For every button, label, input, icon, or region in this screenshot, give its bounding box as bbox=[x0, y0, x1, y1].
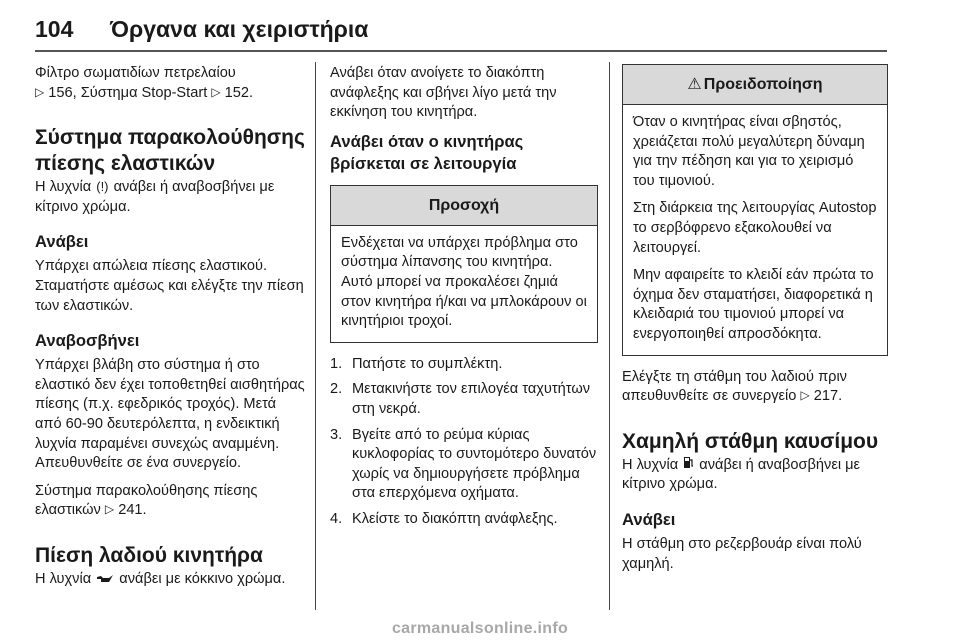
list-item: 3. Βγείτε από το ρεύμα κύριας κυκλοφορίας το συντομότερο δυνατόν χωρίς να δημιουργήσετε πρόβλημα στα επερχόμενα οχήματα. bbox=[330, 426, 597, 502]
ref-arrow-icon: ▷ bbox=[35, 84, 45, 99]
chapter-title: Όργανα και χειριστήρια bbox=[110, 15, 369, 42]
fuel-on-text: Η στάθμη στο ρεζερβουάρ είναι πολύ χαμηλή. bbox=[622, 535, 862, 572]
list-item: 4. Κλείστε το διακόπτη ανάφλεξης. bbox=[330, 510, 558, 527]
warning-triangle-icon: ⚠ bbox=[687, 76, 702, 93]
ref-link-152[interactable]: 152. bbox=[224, 84, 254, 101]
column-divider-1 bbox=[315, 62, 316, 610]
caution-text: Ενδέχεται να υπάρχει πρόβλημα στο σύστημα λίπανσης του κινητήρα. Αυτό μπορεί να προκαλέσει ζημιά στον κινητήρα ή/και να μπλοκάρουν οι κινητήριοι τροχοί. bbox=[341, 234, 587, 330]
column-divider-2 bbox=[609, 62, 610, 610]
tpms-on-text: Υπάρχει απώλεια πίεσης ελαστικού. Σταματήστε αμέσως και ελέγξτε την πίεση των ελαστικών. bbox=[35, 258, 304, 314]
tpms-description: Η λυχνία (!) ανάβει ή αναβοσβήνει με κίτρινο χρώμα. bbox=[35, 179, 275, 215]
warning-text-1: Όταν ο κινητήρας είναι σβηστός, χρειάζεται πολύ μεγαλύτερη δύναμη για την πέδηση και για το χειρισμό του τιμονιού. bbox=[633, 114, 865, 189]
steps-list bbox=[330, 355, 598, 530]
tpms-on-heading: Ανάβει bbox=[35, 232, 89, 252]
oil-description: Η λυχνία ανάβει με κόκκινο χρώμα. bbox=[35, 570, 286, 587]
tpms-flash-text: Υπάρχει βλάβη στο σύστημα ή στο ελαστικό δεν έχει τοποθετηθεί αισθητήρας πίεσης (π.χ. εφεδρικός τροχός). Μετά από 60-90 δευτερόλεπτα, η ενδεικτική λυχνία παραμένει συνεχώς αναμμένη. Απευθυνθείτε σε ένα συνεργείο. bbox=[35, 357, 305, 472]
oil-can-icon bbox=[95, 569, 115, 589]
ref-link-217[interactable]: 217. bbox=[813, 388, 843, 405]
fuel-pump-icon bbox=[682, 455, 695, 475]
list-item: 2. Μετακινήστε τον επιλογέα ταχυτήτων στη νεκρά. bbox=[330, 381, 591, 417]
warning-text-3: Μην αφαιρείτε το κλειδί εάν πρώτα το όχημα δεν σταματήσει, διαφορετικά η κλειδαριά του τιμονιού μπορεί να ενεργοποιηθεί απροσδόκητα. bbox=[633, 267, 874, 342]
warning-box bbox=[622, 64, 888, 356]
page-number: 104 bbox=[35, 15, 74, 42]
ref-link-241[interactable]: 241. bbox=[118, 502, 147, 519]
ref-arrow-icon: ▷ bbox=[104, 502, 115, 517]
tpms-reference: Σύστημα παρακολούθησης πίεσης ελαστικών ▷ 241. bbox=[35, 482, 258, 519]
oil-check-text: Ελέγξτε τη στάθμη του λαδιού πριν απευθυνθείτε σε συνεργείο ▷ 217. bbox=[622, 368, 847, 405]
section-title-tpms: Σύστημα παρακολούθησης πίεσης ελαστικών bbox=[35, 126, 305, 176]
ref-link-156[interactable]: 156 bbox=[48, 84, 73, 101]
tire-pressure-icon: (!) bbox=[96, 179, 109, 195]
list-item: 1. Πατήστε το συμπλέκτη. bbox=[330, 355, 503, 372]
header-divider bbox=[35, 50, 887, 52]
section-title-oil-pressure: Πίεση λαδιού κινητήρα bbox=[35, 543, 263, 567]
fuel-description: Η λυχνία ανάβει ή αναβοσβήνει με κίτρινο χρώμα. bbox=[622, 456, 861, 493]
running-heading: Ανάβει όταν ο κινητήρας βρίσκεται σε λειτουργία bbox=[330, 131, 524, 173]
section-title-low-fuel: Χαμηλή στάθμη καυσίμου bbox=[622, 429, 879, 453]
column-right bbox=[622, 64, 888, 574]
intro-references: Φίλτρο σωματιδίων πετρελαίου ▷ 156, Σύστημα Stop-Start ▷ 152. bbox=[35, 65, 254, 101]
tpms-flash-heading: Αναβοσβήνει bbox=[35, 331, 140, 351]
caution-box bbox=[330, 185, 598, 343]
column-middle bbox=[330, 64, 598, 536]
page-header bbox=[35, 8, 887, 50]
fuel-on-heading: Ανάβει bbox=[622, 509, 676, 529]
column-left bbox=[35, 64, 305, 590]
watermark: carmanualsonline.info bbox=[391, 620, 569, 637]
oil-intro: Ανάβει όταν ανοίγετε το διακόπτη ανάφλεξης και σβήνει λίγο μετά την εκκίνηση του κινητήρα. bbox=[330, 65, 557, 121]
warning-text-2: Στη διάρκεια της λειτουργίας Autostop το σερβόφρενο εξακολουθεί να λειτουργεί. bbox=[633, 200, 877, 256]
ref-arrow-icon: ▷ bbox=[211, 84, 221, 99]
caution-title: Προσοχή bbox=[331, 186, 597, 226]
warning-title: ⚠ Προειδοποίηση bbox=[623, 65, 887, 105]
ref-arrow-icon: ▷ bbox=[800, 388, 810, 403]
